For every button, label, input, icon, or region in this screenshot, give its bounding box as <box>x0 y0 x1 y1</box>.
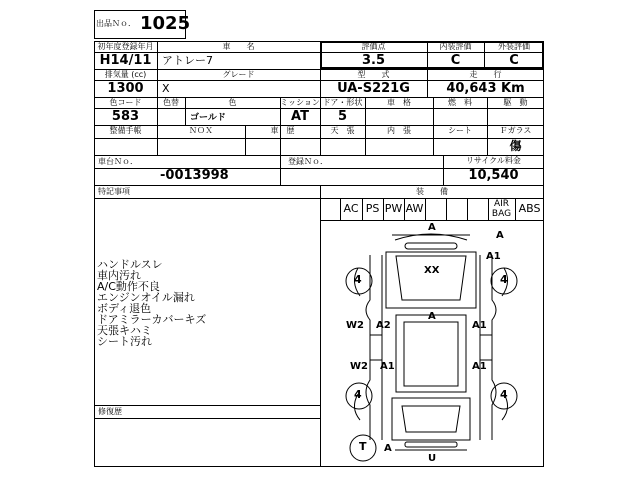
nox-label: ＮＯＸ <box>189 126 213 135</box>
color-label: 色 <box>228 98 237 107</box>
mark-roof-a: A <box>428 311 436 322</box>
interior-grade: C <box>450 53 461 68</box>
model: アトレー7 <box>162 54 213 67</box>
lot-label: 出品Ｎｏ． <box>96 19 136 28</box>
tire-front-right: 4 <box>500 273 508 286</box>
equipment-label: 装 備 <box>416 187 448 196</box>
lot-number: 1025 <box>140 13 191 34</box>
grade-label: グレード <box>222 70 255 79</box>
interior-label: 内装評価 <box>439 42 472 51</box>
fuel-label: 燃 料 <box>448 98 472 107</box>
equip-airbag: AIR BAG <box>491 199 512 219</box>
history-label: 車 歴 <box>270 126 295 135</box>
maintenance-label: 整備手帳 <box>109 126 142 135</box>
color: ゴールド <box>190 113 226 123</box>
doors-label: ドア・形状 <box>322 98 363 107</box>
mark-rear-a: A <box>384 443 392 454</box>
recycle-label: リサイクル料金 <box>466 156 521 165</box>
mark-left-w2: W2 <box>346 320 364 331</box>
equip-ps: PS <box>365 202 380 215</box>
roof-label: 天 張 <box>330 126 355 135</box>
displacement-label: 排気量 (cc) <box>104 70 147 79</box>
recycle-fee: 10,540 <box>468 168 519 183</box>
score-label: 評価点 <box>361 42 386 51</box>
interior-trim-label: 内 張 <box>387 126 411 135</box>
repair-history-label: 修復歴 <box>98 407 122 416</box>
vehicle-type: UA-S221G <box>337 81 410 96</box>
vehicle-class-label: 車 格 <box>387 98 411 107</box>
equip-pw: PW <box>384 202 403 215</box>
equip-ac: AC <box>343 202 359 215</box>
reg-no-label: 登録Ｎｏ． <box>288 157 328 166</box>
front-glass: 傷 <box>509 139 522 153</box>
mark-left-rear-w2: W2 <box>350 361 368 372</box>
mark-right-front-a1: A1 <box>486 251 501 262</box>
drive-label: 駆 動 <box>503 98 528 107</box>
chassis-label: 車台Ｎｏ． <box>98 157 138 166</box>
note-line: ハンドルスレ <box>97 258 163 271</box>
front-glass-label: Ｆガラス <box>499 126 532 135</box>
tire-rear-right: 4 <box>500 388 508 401</box>
transmission-label: ミッション <box>280 98 320 107</box>
score: 3.5 <box>361 53 386 68</box>
note-line: A/C動作不良 <box>97 280 160 293</box>
mark-rear-u: U <box>428 453 437 464</box>
tire-rear-left: 4 <box>354 388 362 401</box>
mark-left-rear-a1: A1 <box>380 361 395 372</box>
note-line: エンジンオイル漏れ <box>97 291 195 304</box>
equip-abs: ABS <box>518 202 541 215</box>
mark-hood-xx: XX <box>424 265 440 276</box>
color-code: 583 <box>111 109 140 124</box>
exterior-label: 外装評価 <box>498 42 530 51</box>
tire-front-left: 4 <box>354 273 362 286</box>
reg-year-label: 初年度登録年月 <box>97 42 154 51</box>
mark-windshield-a: A <box>496 230 504 241</box>
note-line: 車内汚れ <box>97 269 141 282</box>
seat-label: シート <box>448 126 472 135</box>
note-line: ドアミラーカバーキズ <box>97 313 207 326</box>
equip-aw: AW <box>405 202 424 215</box>
mark-right-a1: A1 <box>472 320 487 331</box>
displacement: 1300 <box>107 81 144 96</box>
doors: 5 <box>337 109 348 124</box>
exterior-grade: C <box>509 53 519 68</box>
mark-front-a: A <box>428 222 436 233</box>
grade: X <box>162 82 170 95</box>
note-line: シート汚れ <box>97 335 152 348</box>
mileage: 40,643 Km <box>446 81 525 96</box>
chassis-number: -0013998 <box>160 168 229 183</box>
note-line: 天張キハミ <box>97 324 152 337</box>
model-label: 車 名 <box>222 42 255 51</box>
note-line: ボディ退色 <box>97 302 152 315</box>
mileage-label: 走 行 <box>469 70 502 79</box>
mark-right-rear-a1: A1 <box>472 361 487 372</box>
notes-label: 特記事項 <box>98 187 130 196</box>
spare-tire: T <box>359 440 367 453</box>
mark-left-a2: A2 <box>376 320 391 331</box>
transmission: AT <box>291 109 309 124</box>
color-change-label: 色替 <box>163 98 179 107</box>
color-code-label: 色コード <box>109 98 142 107</box>
type-label: 型 式 <box>357 70 390 79</box>
reg-year: H14/11 <box>99 53 152 68</box>
